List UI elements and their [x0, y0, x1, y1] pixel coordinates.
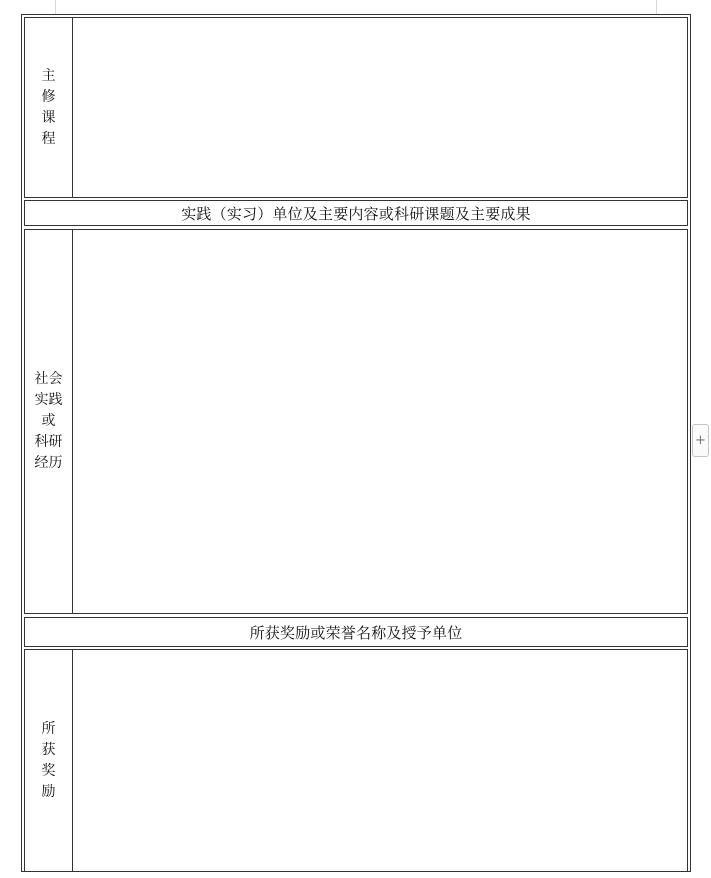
main-courses-row [24, 17, 688, 198]
page-edge-right [656, 0, 657, 14]
page-edge-left [55, 0, 56, 14]
social-practice-content-cell[interactable] [73, 230, 687, 613]
practice-heading-row [24, 200, 688, 226]
social-practice-label-cell [25, 230, 73, 613]
main-courses-label-cell [25, 18, 73, 197]
awards-label-cell [25, 650, 73, 871]
main-courses-label: 主 修 课 程 [41, 67, 56, 147]
plus-icon: + [695, 433, 706, 448]
awards-heading: 所获奖励或荣誉名称及授予单位 [249, 623, 463, 642]
resume-table [21, 14, 691, 872]
main-courses-content-cell[interactable] [73, 18, 687, 197]
awards-heading-row [24, 617, 688, 647]
practice-heading: 实践（实习）单位及主要内容或科研课题及主要成果 [181, 204, 531, 223]
add-row-button[interactable] [692, 424, 709, 457]
social-practice-label: 社会 实践 或 科研 经历 [34, 371, 63, 471]
social-practice-row [24, 229, 688, 614]
awards-row [24, 649, 688, 871]
awards-label: 所 获 奖 励 [41, 720, 56, 800]
awards-content-cell[interactable] [73, 650, 687, 871]
